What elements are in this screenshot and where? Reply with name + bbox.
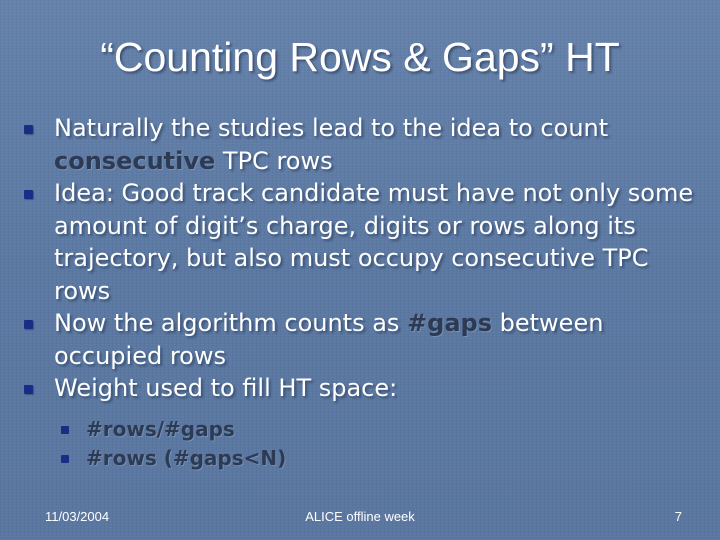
square-bullet-icon [61, 455, 69, 463]
square-bullet-icon [24, 385, 33, 394]
sub-bullet-item [0, 415, 720, 444]
slide-title: “Counting Rows & Gaps” HT [100, 34, 620, 80]
emphasis-text: consecutive [54, 146, 216, 175]
footer-event: ALICE offline week [305, 509, 415, 524]
square-bullet-icon [61, 426, 69, 434]
bullet-text: Now the algorithm counts as [54, 309, 408, 337]
sub-bullet-text: #rows/#gaps [86, 416, 235, 441]
square-bullet-icon [24, 125, 33, 134]
bullet-text: TPC rows [215, 146, 333, 175]
bullet-item [0, 372, 694, 405]
bullet-text: Idea: Good track candidate must have not only some amount of digit’s charge, digits or rows along its trajectory, but also must occupy consecutive TPC rows [54, 179, 694, 305]
bullet-text: Naturally the studies lead to the idea to count [54, 114, 609, 142]
sub-bullet-item [0, 444, 720, 473]
square-bullet-icon [24, 320, 33, 329]
page-number: 7 [674, 509, 682, 524]
emphasis-text: #gaps [407, 309, 493, 337]
bullet-item [0, 307, 694, 372]
bullet-item [0, 177, 694, 307]
bullet-text: between occupied rows [54, 309, 604, 370]
square-bullet-icon [24, 190, 33, 199]
footer-date: 11/03/2004 [45, 509, 110, 524]
bullet-text: Weight used to fill HT space: [54, 374, 398, 402]
bullet-list [0, 112, 720, 473]
bullet-item [0, 112, 694, 177]
sub-bullet-text: #rows (#gaps<N) [86, 445, 287, 470]
